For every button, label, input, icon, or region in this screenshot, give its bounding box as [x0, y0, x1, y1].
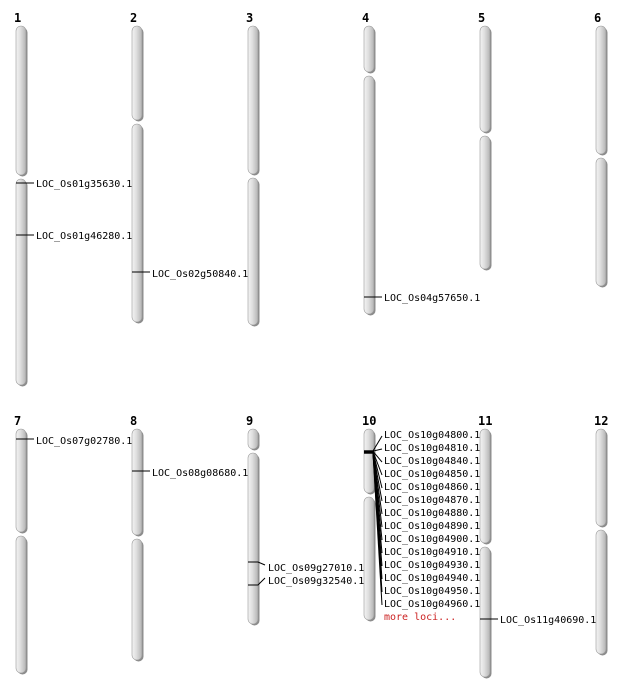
locus-label[interactable]: LOC_Os10g04890.1: [384, 521, 481, 532]
locus-label[interactable]: LOC_Os07g02780.1: [36, 436, 133, 447]
locus-label[interactable]: LOC_Os10g04870.1: [384, 495, 481, 506]
locus-label[interactable]: LOC_Os10g04930.1: [384, 560, 481, 571]
chromosome-8: [130, 414, 144, 662]
locus-label[interactable]: LOC_Os10g04940.1: [384, 573, 481, 584]
locus-label[interactable]: LOC_Os09g27010.1: [268, 563, 365, 574]
locus-marker: [364, 293, 480, 304]
chromosome-6: [594, 11, 608, 288]
chromosome-label: 1: [14, 11, 22, 25]
more-loci-link[interactable]: more loci...: [384, 612, 457, 623]
locus-label[interactable]: LOC_Os01g35630.1: [36, 179, 133, 190]
locus-label[interactable]: LOC_Os10g04910.1: [384, 547, 481, 558]
locus-label[interactable]: LOC_Os08g08680.1: [152, 468, 249, 479]
chromosome-label: 8: [130, 414, 138, 428]
locus-marker: [480, 615, 596, 626]
locus-marker: [16, 179, 132, 190]
locus-label[interactable]: LOC_Os10g04810.1: [384, 443, 481, 454]
chromosome-4: [362, 11, 376, 316]
chromosome-label: 11: [478, 414, 493, 428]
chromosome-1: [14, 11, 28, 387]
chromosome-5: [478, 11, 492, 271]
chromosome-label: 10: [362, 414, 377, 428]
locus-label[interactable]: LOC_Os04g57650.1: [384, 293, 481, 304]
locus-label[interactable]: LOC_Os10g04900.1: [384, 534, 481, 545]
locus-label[interactable]: LOC_Os10g04860.1: [384, 482, 481, 493]
locus-marker: [132, 468, 248, 479]
chromosome-9: [246, 414, 260, 626]
locus-label[interactable]: LOC_Os10g04950.1: [384, 586, 481, 597]
chromosome-7: [14, 414, 28, 675]
locus-label[interactable]: LOC_Os09g32540.1: [268, 576, 365, 587]
chromosome-label: 12: [594, 414, 609, 428]
locus-marker: [248, 576, 364, 587]
locus-label[interactable]: LOC_Os10g04800.1: [384, 430, 481, 441]
chromosome-10: [362, 414, 376, 622]
locus-marker: [132, 269, 248, 280]
chromosome-2: [130, 11, 144, 324]
chromosome-label: 9: [246, 414, 254, 428]
locus-label[interactable]: LOC_Os10g04960.1: [384, 599, 481, 610]
locus-marker: [248, 562, 364, 574]
locus-layer: [16, 179, 596, 626]
locus-marker: [364, 443, 480, 454]
chromosome-label: 6: [594, 11, 602, 25]
locus-label[interactable]: LOC_Os10g04850.1: [384, 469, 481, 480]
chromosome-label: 4: [362, 11, 370, 25]
locus-label[interactable]: LOC_Os11g40690.1: [500, 615, 597, 626]
locus-marker: [16, 436, 132, 447]
chromosome-label: 7: [14, 414, 22, 428]
locus-label[interactable]: LOC_Os01g46280.1: [36, 231, 133, 242]
chromosome-label: 5: [478, 11, 486, 25]
chromosome-label: 3: [246, 11, 254, 25]
locus-label[interactable]: LOC_Os10g04880.1: [384, 508, 481, 519]
locus-label[interactable]: LOC_Os10g04840.1: [384, 456, 481, 467]
locus-label[interactable]: LOC_Os02g50840.1: [152, 269, 249, 280]
chromosome-label: 2: [130, 11, 138, 25]
locus-marker: [16, 231, 132, 242]
